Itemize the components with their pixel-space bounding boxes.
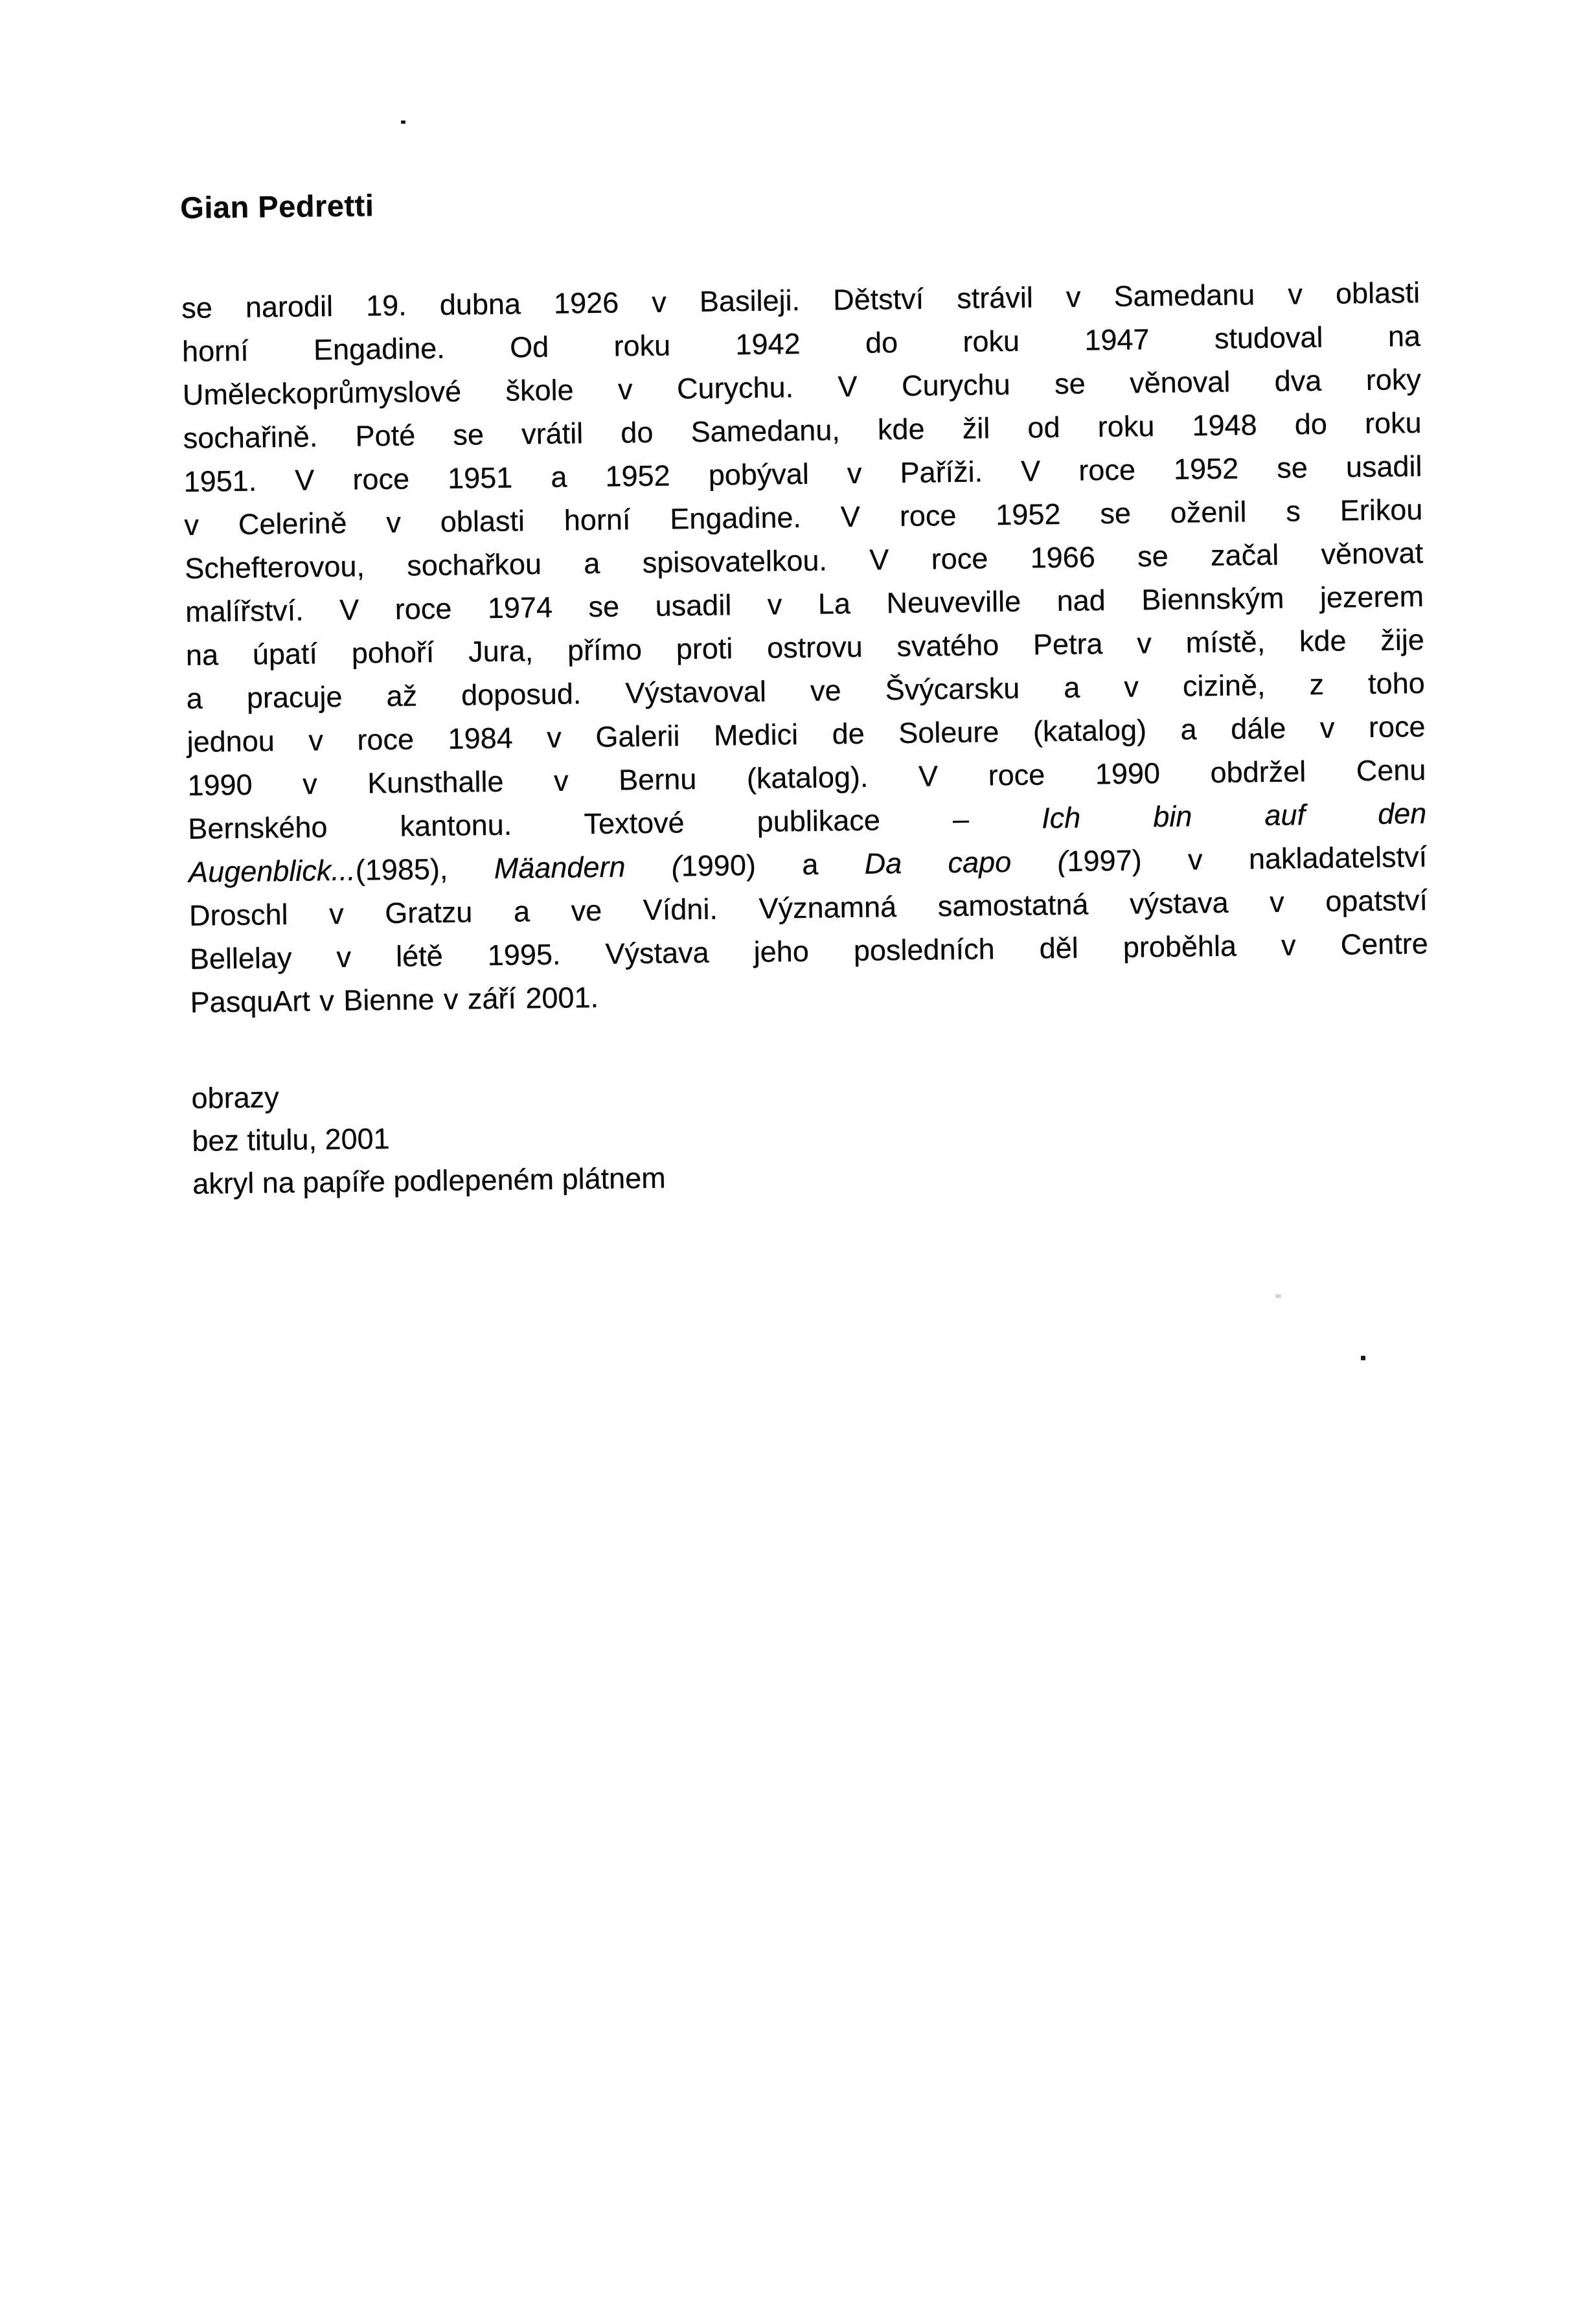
italic-text-segment: Mäandern ( <box>494 849 682 885</box>
text-segment: Bellelay v létě 1995. Výstava jeho posledních děl proběhla v Centre <box>189 926 1429 976</box>
text-segment: v Celerině v oblasti horní Engadine. V roce 1952 se oženil s Erikou <box>184 492 1423 542</box>
document-content <box>180 176 1431 1205</box>
italic-text-segment: Augenblick... <box>188 853 356 889</box>
artwork-info-line: bez titulu, 2001 <box>192 1122 390 1158</box>
document-title: Gian Pedretti <box>179 188 374 225</box>
biography-paragraph <box>181 271 1429 1024</box>
text-segment: sochařině. Poté se vrátil do Samedanu, kde žil od roku 1948 do roku <box>183 405 1422 455</box>
artwork-info-line: obrazy <box>191 1080 279 1115</box>
text-segment: a pracuje až doposud. Výstavoval ve Švýcarsku a v cizině, z toho <box>186 666 1426 715</box>
text-segment: 1990) a <box>681 847 865 883</box>
scan-artifact-smudge <box>1275 1294 1281 1298</box>
artwork-info-line: akryl na papíře podlepeném plátnem <box>192 1161 666 1200</box>
text-segment: Droschl v Gratzu a ve Vídni. Významná samostatná výstava v opatství <box>188 883 1428 932</box>
text-segment: 1997) v nakladatelství <box>1067 839 1428 878</box>
scan-artifact-dot <box>401 120 405 124</box>
text-segment: Uměleckoprůmyslové škole v Curychu. V Curychu se věnoval dva roky <box>182 362 1422 411</box>
artwork-info-block <box>191 1062 1431 1205</box>
text-segment: 1951. V roce 1951 a 1952 pobýval v Paříži. V roce 1952 se usadil <box>183 449 1422 498</box>
text-segment: PasquArt v Bienne v září 2001. <box>190 980 599 1019</box>
text-segment: horní Engadine. Od roku 1942 do roku 1947 studoval na <box>181 319 1421 368</box>
italic-text-segment: Ich bin auf den <box>1041 796 1427 835</box>
text-segment: se narodil 19. dubna 1926 v Basileji. Dětství strávil v Samedanu v oblasti <box>181 275 1420 325</box>
text-segment: Bernského kantonu. Textové publikace – <box>188 801 1042 845</box>
text-segment: Schefterovou, sochařkou a spisovatelkou. V roce 1966 se začal věnovat <box>184 536 1424 585</box>
italic-text-segment: Da capo ( <box>864 844 1067 880</box>
text-segment: malířství. V roce 1974 se usadil v La Neuveville nad Biennským jezerem <box>185 579 1424 628</box>
text-segment: 1990 v Kunsthalle v Bernu (katalog). V roce 1990 obdržel Cenu <box>187 753 1426 802</box>
text-segment: jednou v roce 1984 v Galerii Medici de Soleure (katalog) a dále v roce <box>187 709 1426 759</box>
scan-artifact-dot <box>1361 1356 1365 1360</box>
text-segment: (1985), <box>355 851 495 887</box>
text-segment: na úpatí pohoří Jura, přímo proti ostrovu svatého Petra v místě, kde žije <box>185 622 1425 672</box>
